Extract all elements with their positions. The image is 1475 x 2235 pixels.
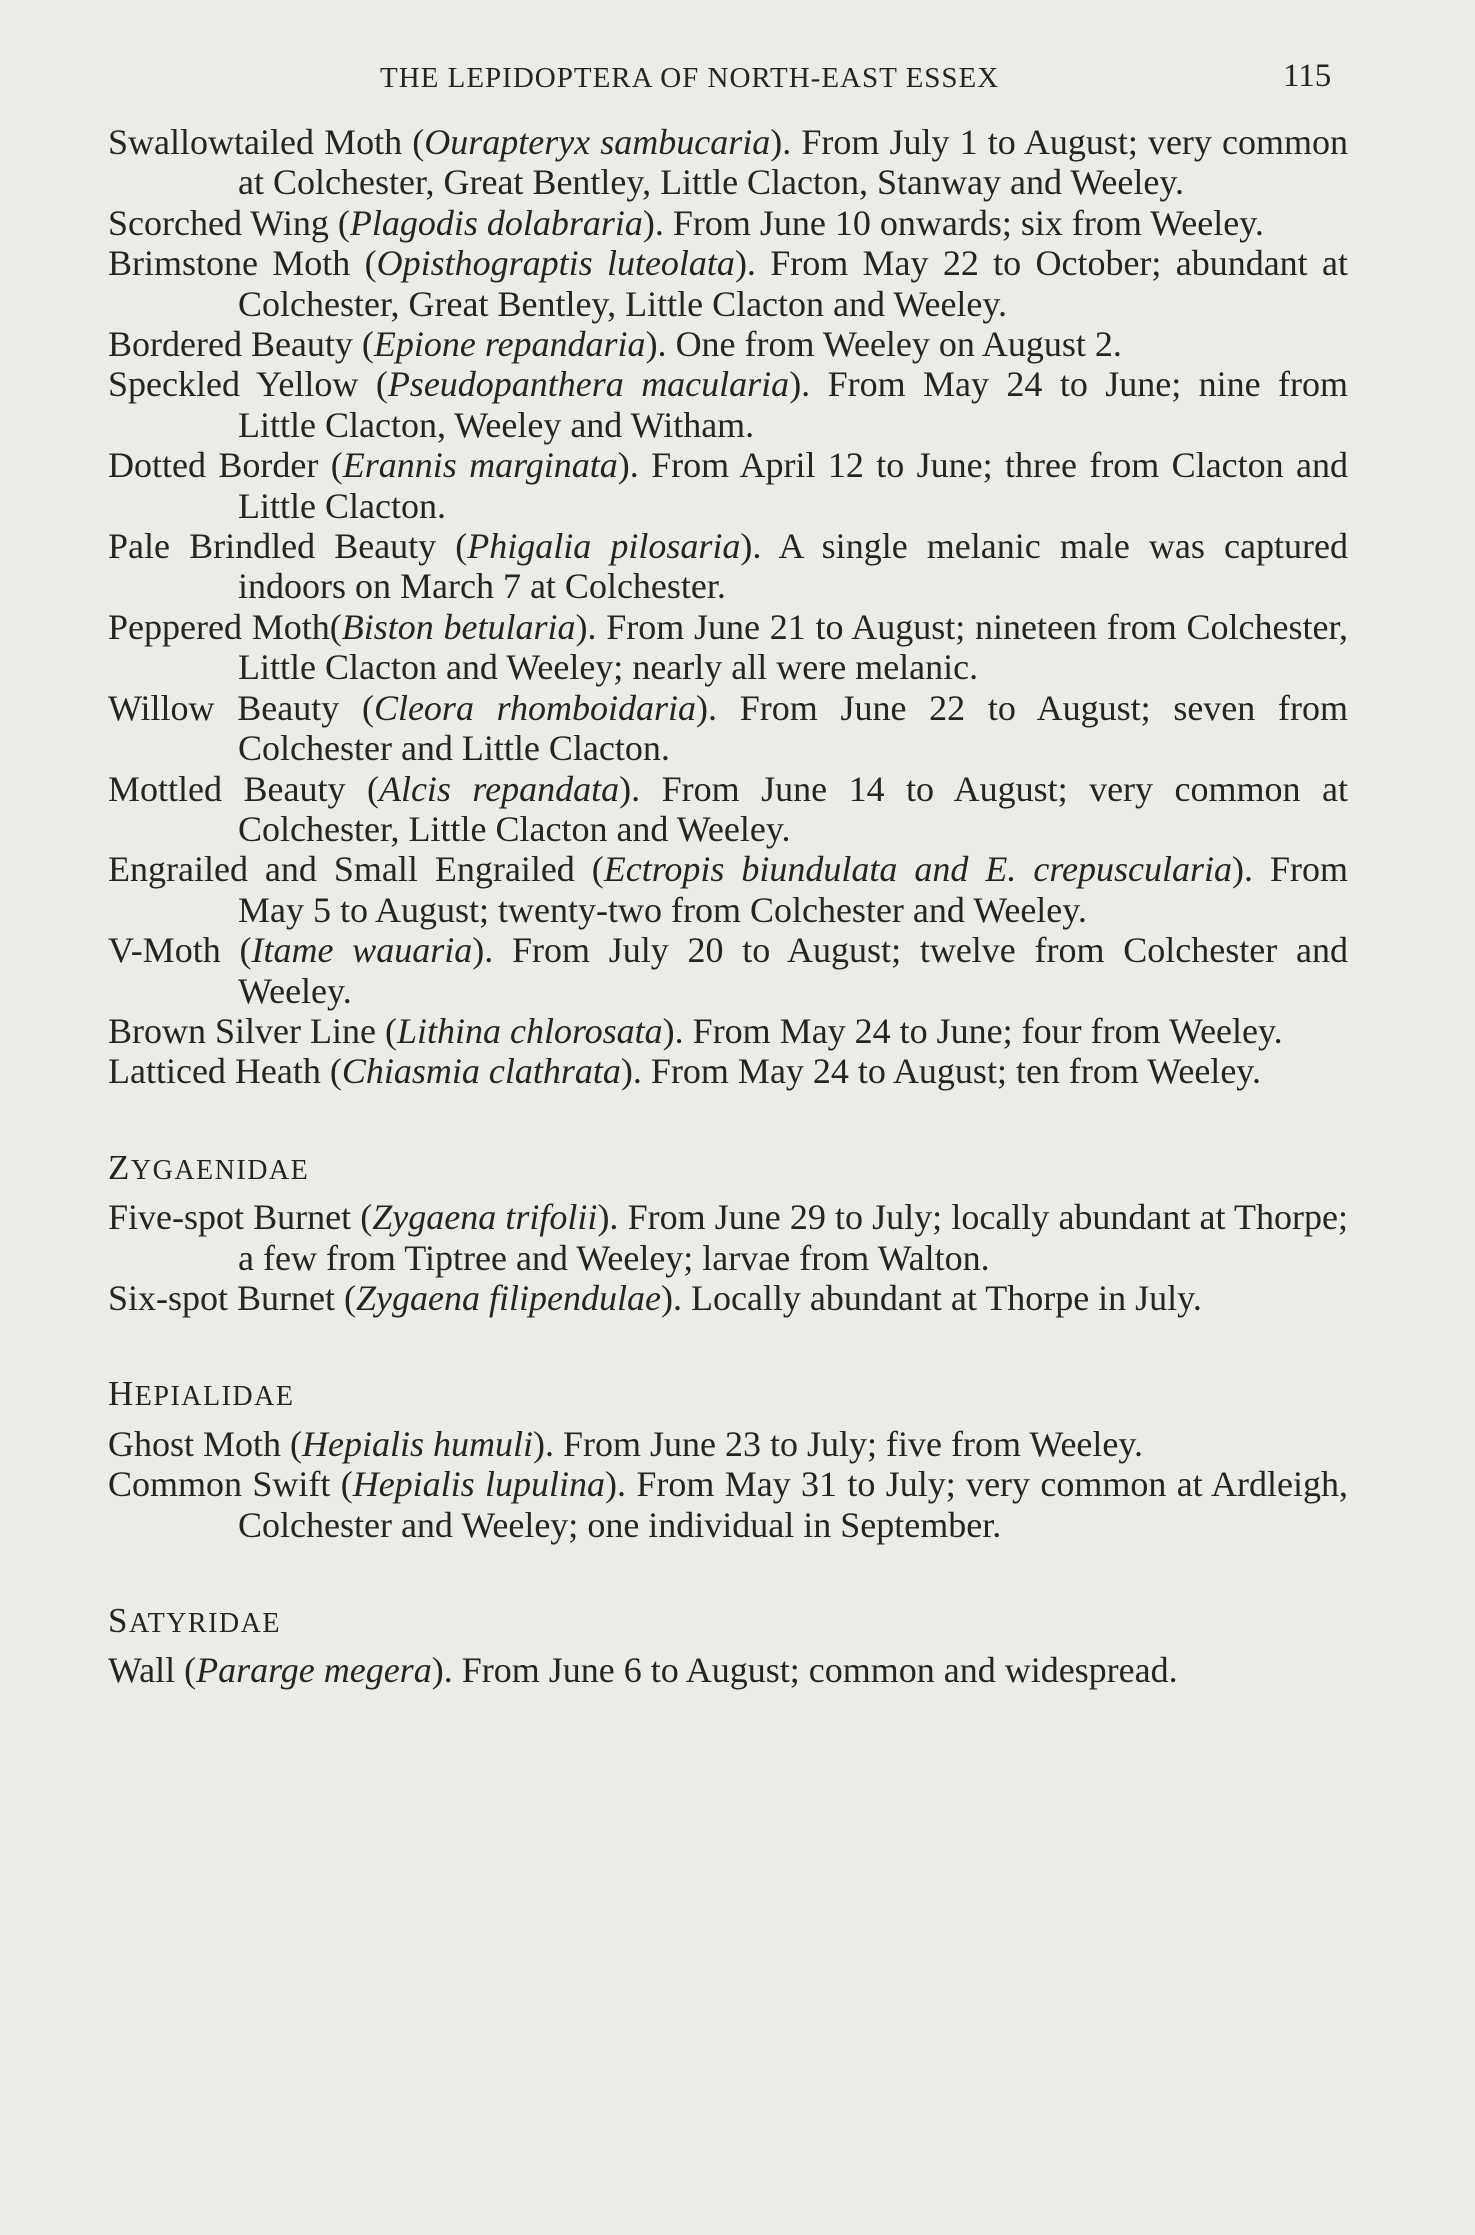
entry-description: From July 20 to August; twelve from Colchester and Weeley.: [238, 930, 1348, 1011]
common-name: Dotted Border: [108, 445, 319, 486]
common-name: Brimstone Moth: [108, 243, 351, 284]
species-entry: Brimstone Moth (Opisthograptis luteolata). From May 22 to October; abundant at Colchester, Great Bentley, Little Clacton and Weeley.: [108, 243, 1348, 324]
entry-description: From May 31 to July; very common at Ardleigh, Colchester and Weeley; one individual in September.: [238, 1464, 1348, 1545]
species-entry: Engrailed and Small Engrailed (Ectropis biundulata and E. crepuscularia). From May 5 to August; twenty-two from Colchester and Weeley.: [108, 849, 1348, 930]
common-name: Six-spot Burnet: [108, 1277, 336, 1318]
common-name: V-Moth: [108, 930, 221, 971]
family-heading: [108, 1601, 1348, 1644]
species-entry: Scorched Wing (Plagodis dolabraria). From June 10 onwards; six from Weeley.: [108, 202, 1264, 243]
running-head: THE LEPIDOPTERA OF NORTH-EAST ESSEX: [380, 62, 1000, 94]
family-heading: [108, 1148, 1348, 1191]
scientific-name: Phigalia pilosaria: [467, 526, 741, 567]
species-entry: Willow Beauty (Cleora rhomboidaria). From June 22 to August; seven from Colchester and Little Clacton.: [108, 687, 1348, 769]
species-entry: Bordered Beauty (Epione repandaria). One from Weeley on August 2.: [108, 324, 1122, 365]
species-entry: V-Moth (Itame wauaria). From July 20 to August; twelve from Colchester and Weeley.: [108, 930, 1348, 1011]
species-entry: Swallowtailed Moth (Ourapteryx sambucaria). From July 1 to August; very common at Colchester, Great Bentley, Little Clacton, Stanway and Weeley.: [108, 122, 1349, 203]
scientific-name: Opisthograptis luteolata: [376, 243, 735, 284]
scientific-name: Itame wauaria: [251, 930, 473, 971]
scientific-name: Zygaena trifolii: [372, 1197, 598, 1238]
species-entry: Common Swift (Hepialis lupulina). From May 31 to July; very common at Ardleigh, Colchester and Weeley; one individual in September.: [108, 1464, 1348, 1545]
entry-description: From April 12 to June; three from Clacton and Little Clacton.: [238, 445, 1349, 526]
common-name: Five-spot Burnet: [108, 1197, 352, 1238]
entry-description: A single melanic male was captured indoors on March 7 at Colchester.: [238, 526, 1348, 607]
scientific-name: Hepialis lupulina: [352, 1464, 606, 1505]
scientific-name: Erannis marginata: [342, 445, 618, 486]
page-number: 115: [1283, 58, 1332, 94]
scientific-name: Plagodis dolabraria: [349, 202, 643, 243]
entry-description: From May 24 to August; ten from Weeley.: [650, 1051, 1261, 1092]
entry-description: From June 10 onwards; six from Weeley.: [672, 202, 1264, 243]
common-name: Bordered Beauty: [108, 324, 353, 365]
family-heading-rest: ATYRIDAE: [128, 1608, 281, 1639]
scientific-name: Alcis repandata: [378, 768, 620, 809]
species-entry: Peppered Moth(Biston betularia). From June 21 to August; nineteen from Colchester, Little Clacton and Weeley; nearly all were melanic.: [108, 606, 1348, 688]
entry-description: From June 29 to July; locally abundant at Thorpe; a few from Tiptree and Weeley; larvae from Walton.: [238, 1197, 1348, 1278]
entry-description: From June 6 to August; common and widespread.: [461, 1650, 1178, 1691]
scientific-name: Ourapteryx sambucaria: [424, 122, 771, 162]
entry-description: From July 1 to August; very common at Colchester, Great Bentley, Little Clacton, Stanway and Weeley.: [238, 122, 1349, 203]
common-name: Swallowtailed Moth: [108, 122, 403, 162]
species-entry: Six-spot Burnet (Zygaena filipendulae). Locally abundant at Thorpe in July.: [108, 1277, 1202, 1318]
common-name: Willow Beauty: [108, 687, 340, 728]
species-entry: Dotted Border (Erannis marginata). From April 12 to June; three from Clacton and Little Clacton.: [108, 445, 1349, 526]
entry-description: From May 22 to October; abundant at Colchester, Great Bentley, Little Clacton and Weeley.: [238, 243, 1348, 324]
entry-description: From May 24 to June; four from Weeley.: [692, 1010, 1283, 1051]
scientific-name: Cleora rhomboidaria: [373, 687, 697, 728]
common-name: Wall: [108, 1650, 176, 1691]
family-heading-initial: S: [108, 1601, 129, 1640]
species-entry: Ghost Moth (Hepialis humuli). From June 23 to July; five from Weeley.: [108, 1423, 1144, 1464]
scientific-name: Pararge megera: [196, 1650, 432, 1691]
entry-description: From May 5 to August; twenty-two from Colchester and Weeley.: [238, 849, 1348, 930]
scientific-name: Pseudopanthera macularia: [387, 364, 790, 405]
entry-description: From June 14 to August; very common at Colchester, Little Clacton and Weeley.: [238, 768, 1348, 849]
common-name: Engrailed and Small Engrailed: [108, 849, 575, 890]
common-name: Latticed Heath: [108, 1051, 321, 1092]
scientific-name: Epione repandaria: [373, 324, 646, 365]
species-entry: Five-spot Burnet (Zygaena trifolii). From June 29 to July; locally abundant at Thorpe; a few from Tiptree and Weeley; larvae from Walton.: [108, 1197, 1348, 1278]
species-list: [108, 122, 1348, 1691]
entry-description: One from Weeley on August 2.: [675, 324, 1122, 365]
common-name: Scorched Wing: [108, 202, 329, 243]
family-heading-rest: YGAENIDAE: [130, 1154, 310, 1186]
scientific-name: Zygaena filipendulae: [356, 1277, 661, 1318]
common-name: Brown Silver Line: [108, 1010, 376, 1051]
entry-description: From May 24 to June; nine from Little Clacton, Weeley and Witham.: [238, 364, 1348, 445]
entry-description: From June 23 to July; five from Weeley.: [563, 1423, 1144, 1464]
common-name: Common Swift: [108, 1464, 331, 1505]
common-name: Mottled Beauty: [108, 768, 346, 809]
scientific-name: Biston betularia: [341, 606, 576, 647]
family-heading-initial: H: [108, 1374, 135, 1414]
species-entry: Wall (Pararge megera). From June 6 to August; common and widespread.: [108, 1650, 1178, 1691]
entry-description: From June 21 to August; nineteen from Colchester, Little Clacton and Weeley; nearly all were melanic.: [238, 606, 1348, 688]
species-entry: Latticed Heath (Chiasmia clathrata). From May 24 to August; ten from Weeley.: [108, 1051, 1261, 1092]
species-entry: Pale Brindled Beauty (Phigalia pilosaria). A single melanic male was captured indoors on March 7 at Colchester.: [108, 526, 1348, 607]
scientific-name: Chiasmia clathrata: [341, 1051, 621, 1092]
entry-description: From June 22 to August; seven from Colchester and Little Clacton.: [238, 687, 1348, 769]
common-name: Speckled Yellow: [108, 364, 359, 405]
species-entry: Mottled Beauty (Alcis repandata). From June 14 to August; very common at Colchester, Little Clacton and Weeley.: [108, 768, 1348, 849]
entry-description: Locally abundant at Thorpe in July.: [690, 1277, 1202, 1318]
common-name: Ghost Moth: [108, 1423, 282, 1464]
species-entry: Speckled Yellow (Pseudopanthera macularia). From May 24 to June; nine from Little Clacton, Weeley and Witham.: [108, 364, 1348, 445]
family-heading-initial: Z: [108, 1147, 131, 1187]
common-name: Peppered Moth: [108, 606, 330, 647]
species-entry: Brown Silver Line (Lithina chlorosata). From May 24 to June; four from Weeley.: [108, 1010, 1283, 1051]
family-heading: [108, 1374, 1348, 1417]
family-heading-rest: EPIALIDAE: [134, 1381, 295, 1413]
common-name: Pale Brindled Beauty: [108, 526, 437, 567]
scientific-name: Ectropis biundulata and E. crepuscularia: [603, 849, 1232, 890]
scientific-name: Hepialis humuli: [302, 1423, 534, 1464]
scientific-name: Lithina chlorosata: [396, 1010, 663, 1051]
